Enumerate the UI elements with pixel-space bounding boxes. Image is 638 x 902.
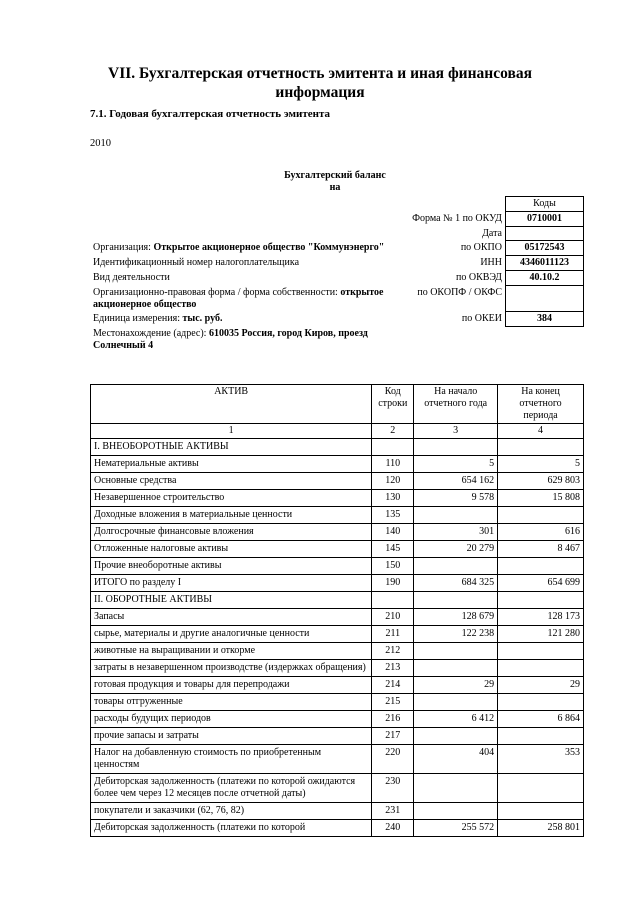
form-row xyxy=(90,227,584,241)
table-row xyxy=(91,711,584,728)
form-row-left-value: 610035 Россия, город Киров, проезд Солнечный 4 xyxy=(93,327,368,351)
table-row xyxy=(91,575,584,592)
row-start-value: 6 412 xyxy=(414,711,498,728)
row-name: Нематериальные активы xyxy=(91,456,372,473)
row-end-value: 121 280 xyxy=(498,626,584,643)
form-row-left-label: Местонахождение (адрес): xyxy=(93,327,209,339)
row-end-value xyxy=(498,694,584,711)
form-row xyxy=(90,286,584,312)
form-row-code-value xyxy=(506,227,584,241)
row-start-value: 128 679 xyxy=(414,609,498,626)
form-row-code-value: 384 xyxy=(506,312,584,327)
row-end-value: 353 xyxy=(498,745,584,774)
row-name: Основные средства xyxy=(91,473,372,490)
form-row xyxy=(90,327,584,353)
row-code: 211 xyxy=(372,626,414,643)
row-name: Доходные вложения в материальные ценности xyxy=(91,507,372,524)
table-row xyxy=(91,473,584,490)
row-code: 190 xyxy=(372,575,414,592)
balance-table xyxy=(90,384,584,837)
row-start-value xyxy=(414,774,498,803)
row-name: Дебиторская задолженность (платежи по которой xyxy=(91,820,372,837)
row-end-value: 6 864 xyxy=(498,711,584,728)
row-code: 220 xyxy=(372,745,414,774)
form-row-code-value xyxy=(506,286,584,312)
form-row-code-value: 40.10.2 xyxy=(506,271,584,286)
row-code: 216 xyxy=(372,711,414,728)
row-start-value: 29 xyxy=(414,677,498,694)
row-start-value xyxy=(414,694,498,711)
col-header-start: На начало отчетного года xyxy=(414,385,498,424)
row-end-value: 616 xyxy=(498,524,584,541)
row-start-value: 684 325 xyxy=(414,575,498,592)
row-end-value: 29 xyxy=(498,677,584,694)
row-name: Налог на добавленную стоимость по приобретенным ценностям xyxy=(91,745,372,774)
row-end-value: 5 xyxy=(498,456,584,473)
row-name: Незавершенное строительство xyxy=(91,490,372,507)
form-row-code-label: по ОКВЭД xyxy=(456,271,502,283)
table-row xyxy=(91,643,584,660)
section-title: VII. Бухгалтерская отчетность эмитента и иная финансовая информация xyxy=(108,65,532,101)
form-row-code-label: по ОКПО xyxy=(460,241,502,253)
row-code: 230 xyxy=(372,774,414,803)
row-code: 135 xyxy=(372,507,414,524)
row-start-value: 20 279 xyxy=(414,541,498,558)
form-row-left xyxy=(90,327,400,353)
row-end-value: 258 801 xyxy=(498,820,584,837)
row-name: Запасы xyxy=(91,609,372,626)
row-start-value: 122 238 xyxy=(414,626,498,643)
row-end-value: 15 808 xyxy=(498,490,584,507)
report-year: 2010 xyxy=(90,138,111,149)
row-name: I. ВНЕОБОРОТНЫЕ АКТИВЫ xyxy=(91,439,372,456)
table-row xyxy=(91,745,584,774)
row-start-value xyxy=(414,439,498,456)
form-row-code-value xyxy=(506,327,584,353)
row-name: расходы будущих периодов xyxy=(91,711,372,728)
row-code: 210 xyxy=(372,609,414,626)
table-row xyxy=(91,803,584,820)
table-row xyxy=(91,558,584,575)
form-row-left xyxy=(90,286,400,312)
row-end-value xyxy=(498,728,584,745)
form-row-code-label: по ОКЕИ xyxy=(461,312,502,324)
form-row-left-label: Идентификационный номер налогоплательщика xyxy=(93,256,300,268)
row-start-value xyxy=(414,728,498,745)
form-row-left-label: Организация: xyxy=(93,241,154,253)
row-name: товары отгруженные xyxy=(91,694,372,711)
row-end-value: 654 699 xyxy=(498,575,584,592)
row-end-value xyxy=(498,592,584,609)
row-name: Дебиторская задолженность (платежи по которой ожидаются более чем через 12 месяцев после отчетной даты) xyxy=(91,774,372,803)
col-num-3: 3 xyxy=(414,424,498,439)
row-end-value: 629 803 xyxy=(498,473,584,490)
row-end-value: 128 173 xyxy=(498,609,584,626)
form-row-code-value: 4346011123 xyxy=(506,256,584,271)
form-row xyxy=(90,256,584,271)
form-row-left-value: открытое акционерное общество xyxy=(93,286,384,310)
row-name: готовая продукция и товары для перепродажи xyxy=(91,677,372,694)
codes-header: Коды xyxy=(506,197,584,212)
row-code: 150 xyxy=(372,558,414,575)
row-start-value xyxy=(414,507,498,524)
row-name: животные на выращивании и откорме xyxy=(91,643,372,660)
table-row xyxy=(91,728,584,745)
form-row xyxy=(90,212,584,227)
table-row xyxy=(91,677,584,694)
balance-title xyxy=(260,170,410,194)
section-row xyxy=(91,439,584,456)
col-num-4: 4 xyxy=(498,424,584,439)
row-code: 213 xyxy=(372,660,414,677)
form-row-code-value: 05172543 xyxy=(506,241,584,256)
table-row xyxy=(91,774,584,803)
row-end-value xyxy=(498,558,584,575)
row-start-value: 654 162 xyxy=(414,473,498,490)
section-row xyxy=(91,592,584,609)
balance-title-text: Бухгалтерский баланс xyxy=(284,170,386,181)
col-header-asset: АКТИВ xyxy=(91,385,372,424)
form-row-left xyxy=(90,241,400,256)
row-code: 140 xyxy=(372,524,414,541)
row-end-value xyxy=(498,660,584,677)
table-header-row xyxy=(91,385,584,424)
row-start-value xyxy=(414,643,498,660)
row-name: сырье, материалы и другие аналогичные ценности xyxy=(91,626,372,643)
table-row xyxy=(91,660,584,677)
row-name: прочие запасы и затраты xyxy=(91,728,372,745)
row-code: 231 xyxy=(372,803,414,820)
row-start-value: 255 572 xyxy=(414,820,498,837)
form-row-left xyxy=(90,271,400,286)
subsection-title: 7.1. Годовая бухгалтерская отчетность эмитента xyxy=(90,108,330,120)
row-start-value xyxy=(414,660,498,677)
row-code: 120 xyxy=(372,473,414,490)
row-name: ИТОГО по разделу I xyxy=(91,575,372,592)
row-code: 130 xyxy=(372,490,414,507)
form-row-left-value: тыс. руб. xyxy=(182,312,223,324)
row-end-value xyxy=(498,774,584,803)
row-code xyxy=(372,439,414,456)
row-start-value: 404 xyxy=(414,745,498,774)
form-row xyxy=(90,241,584,256)
row-start-value xyxy=(414,558,498,575)
form-row-left-label: Вид деятельности xyxy=(93,271,170,283)
form-row-code-label: Дата xyxy=(482,227,502,239)
row-start-value xyxy=(414,592,498,609)
row-end-value xyxy=(498,643,584,660)
row-start-value xyxy=(414,803,498,820)
row-code: 215 xyxy=(372,694,414,711)
table-row xyxy=(91,820,584,837)
form-row-left-label: Организационно-правовая форма / форма собственности: xyxy=(93,286,341,298)
row-start-value: 301 xyxy=(414,524,498,541)
row-end-value xyxy=(498,439,584,456)
row-code: 145 xyxy=(372,541,414,558)
table-row xyxy=(91,694,584,711)
table-row xyxy=(91,490,584,507)
table-number-row xyxy=(91,424,584,439)
table-row xyxy=(91,524,584,541)
form-row-code-label: по ОКОПФ / ОКФС xyxy=(417,286,502,298)
col-num-2: 2 xyxy=(372,424,414,439)
balance-date-label: на xyxy=(329,182,341,193)
row-end-value: 8 467 xyxy=(498,541,584,558)
row-code: 217 xyxy=(372,728,414,745)
form-row-code-label: Форма № 1 по ОКУД xyxy=(412,212,502,224)
row-end-value xyxy=(498,507,584,524)
form-row-left xyxy=(90,312,400,327)
row-end-value xyxy=(498,803,584,820)
form-row xyxy=(90,312,584,327)
table-row xyxy=(91,609,584,626)
row-name: II. ОБОРОТНЫЕ АКТИВЫ xyxy=(91,592,372,609)
row-name: покупатели и заказчики (62, 76, 82) xyxy=(91,803,372,820)
form-row-left-value: Открытое акционерное общество "Коммунэнерго" xyxy=(153,241,385,253)
col-header-code: Код строки xyxy=(372,385,414,424)
form-header-table xyxy=(90,196,584,353)
row-code: 110 xyxy=(372,456,414,473)
form-row-code-value: 0710001 xyxy=(506,212,584,227)
table-row xyxy=(91,626,584,643)
table-row xyxy=(91,456,584,473)
row-start-value: 9 578 xyxy=(414,490,498,507)
row-code: 212 xyxy=(372,643,414,660)
table-row xyxy=(91,541,584,558)
row-code xyxy=(372,592,414,609)
form-row-left xyxy=(90,212,400,227)
row-code: 214 xyxy=(372,677,414,694)
form-row-left xyxy=(90,256,400,271)
form-row-left-label: Единица измерения: xyxy=(93,312,183,324)
row-name: затраты в незавершенном производстве (издержках обращения) xyxy=(91,660,372,677)
table-row xyxy=(91,507,584,524)
row-code: 240 xyxy=(372,820,414,837)
col-num-1: 1 xyxy=(91,424,372,439)
form-row-code-label: ИНН xyxy=(480,256,502,268)
row-name: Долгосрочные финансовые вложения xyxy=(91,524,372,541)
form-row-left xyxy=(90,227,400,241)
row-start-value: 5 xyxy=(414,456,498,473)
col-header-end: На конец отчетного периода xyxy=(498,385,584,424)
row-name: Отложенные налоговые активы xyxy=(91,541,372,558)
form-row xyxy=(90,271,584,286)
form-row-code-label xyxy=(400,327,506,353)
row-name: Прочие внеоборотные активы xyxy=(91,558,372,575)
